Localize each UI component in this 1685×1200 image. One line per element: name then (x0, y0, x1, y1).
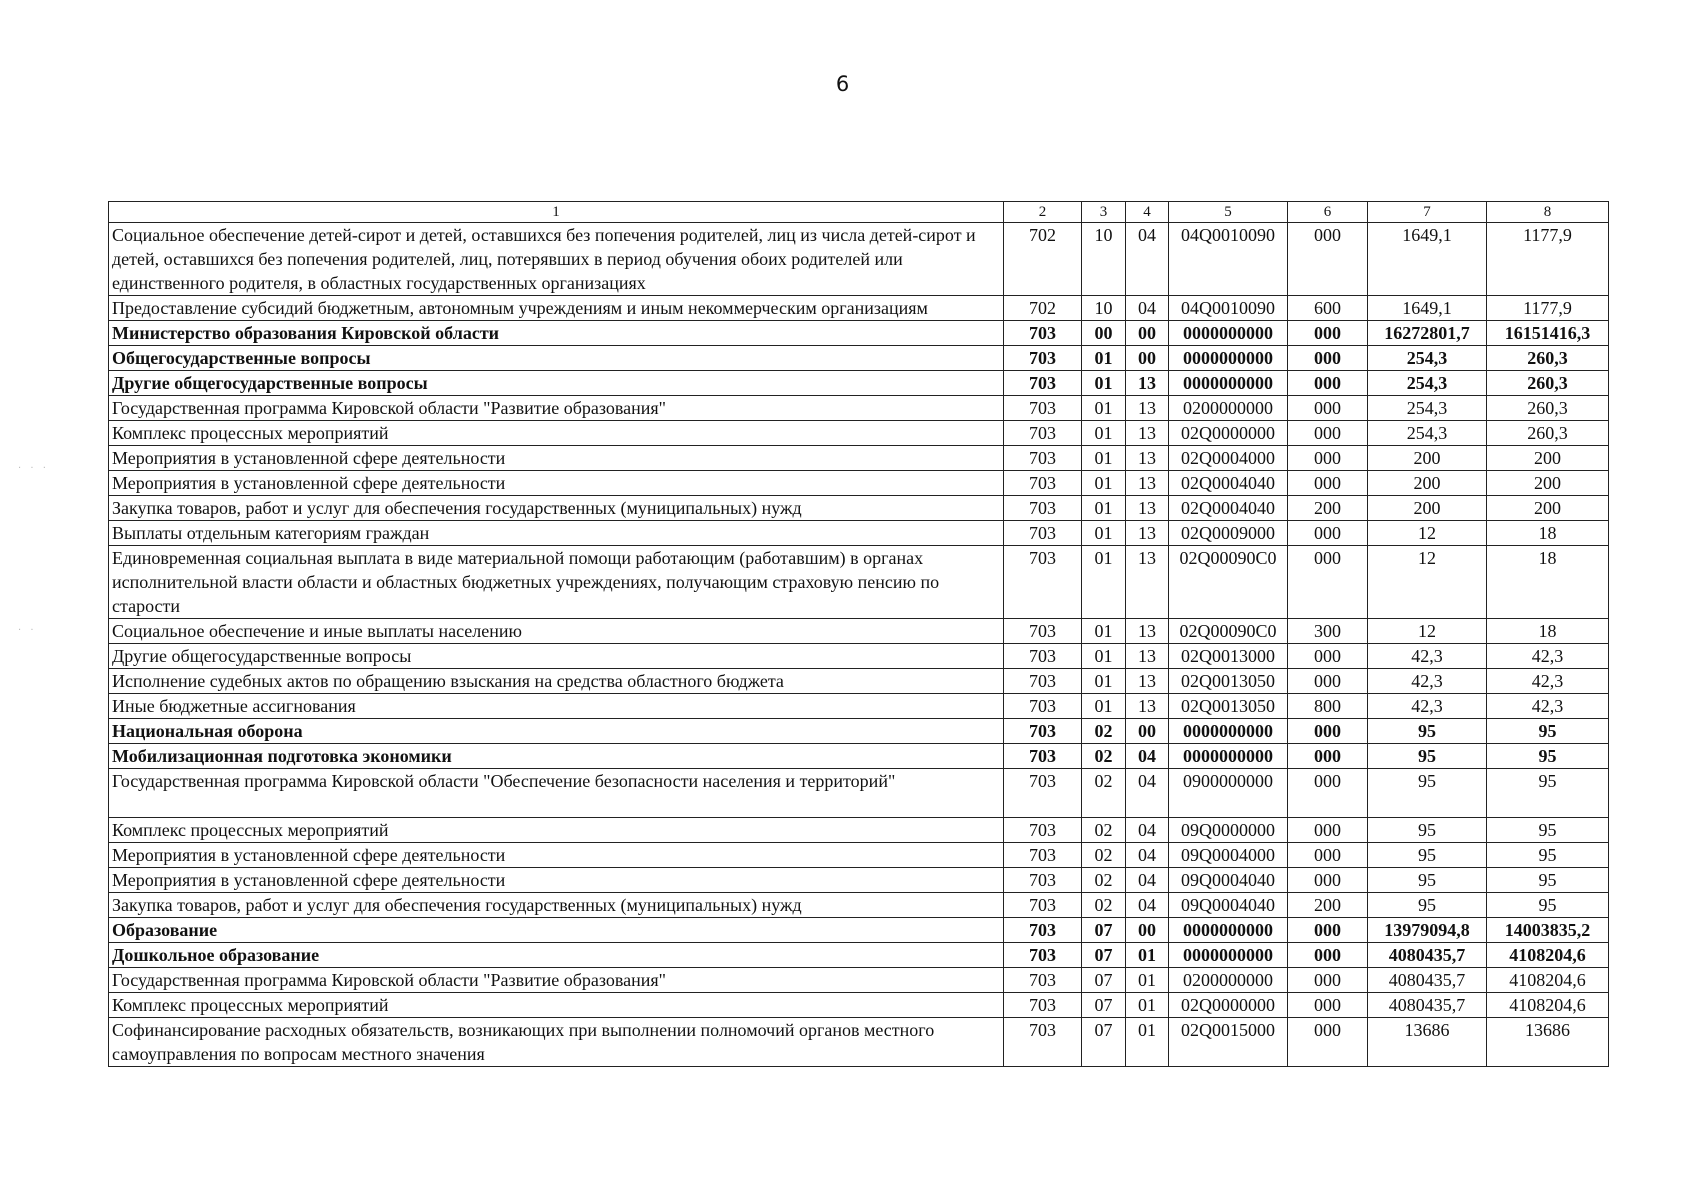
row-name: Исполнение судебных актов по обращению взыскания на средства областного бюджета (109, 669, 1004, 694)
cell-section: 01 (1082, 694, 1126, 719)
cell-ministry-code: 703 (1004, 546, 1082, 619)
cell-section: 01 (1082, 471, 1126, 496)
cell-section: 01 (1082, 396, 1126, 421)
cell-section: 02 (1082, 818, 1126, 843)
row-name: Социальное обеспечение детей-сирот и детей, оставшихся без попечения родителей, лиц из числа детей-сирот и детей, оставшихся без попечения родителей, лиц, потерявших в период обучения обоих родителей или единственного родителя, в областных государственных организациях (109, 223, 1004, 296)
table-row (109, 346, 1609, 371)
table-row (109, 421, 1609, 446)
cell-ministry-code: 703 (1004, 893, 1082, 918)
cell-amount-col7: 4080435,7 (1368, 968, 1487, 993)
row-name: Министерство образования Кировской области (109, 321, 1004, 346)
cell-amount-col7: 4080435,7 (1368, 993, 1487, 1018)
cell-amount-col8: 1177,9 (1487, 296, 1609, 321)
cell-ministry-code: 703 (1004, 744, 1082, 769)
cell-ministry-code: 703 (1004, 644, 1082, 669)
cell-target-article: 09Q0004040 (1169, 868, 1288, 893)
cell-expense-type: 000 (1288, 669, 1368, 694)
cell-target-article: 09Q0004040 (1169, 893, 1288, 918)
cell-amount-col8: 260,3 (1487, 371, 1609, 396)
column-header: 1 (109, 202, 1004, 223)
cell-subsection: 01 (1126, 993, 1169, 1018)
cell-subsection: 04 (1126, 296, 1169, 321)
cell-target-article: 02Q0004000 (1169, 446, 1288, 471)
cell-target-article: 02Q0013000 (1169, 644, 1288, 669)
cell-target-article: 0000000000 (1169, 918, 1288, 943)
cell-ministry-code: 703 (1004, 719, 1082, 744)
cell-target-article: 0000000000 (1169, 371, 1288, 396)
cell-expense-type: 000 (1288, 371, 1368, 396)
table-row (109, 223, 1609, 296)
cell-ministry-code: 703 (1004, 346, 1082, 371)
cell-section: 01 (1082, 371, 1126, 396)
cell-expense-type: 600 (1288, 296, 1368, 321)
cell-ministry-code: 703 (1004, 396, 1082, 421)
column-header: 8 (1487, 202, 1609, 223)
cell-ministry-code: 703 (1004, 371, 1082, 396)
row-name: Другие общегосударственные вопросы (109, 371, 1004, 396)
table-row (109, 943, 1609, 968)
page-number: 6 (835, 72, 850, 96)
table-row (109, 296, 1609, 321)
cell-subsection: 13 (1126, 446, 1169, 471)
cell-subsection: 13 (1126, 521, 1169, 546)
table-row (109, 496, 1609, 521)
cell-section: 02 (1082, 893, 1126, 918)
cell-ministry-code: 703 (1004, 1018, 1082, 1067)
cell-target-article: 02Q0004040 (1169, 471, 1288, 496)
cell-section: 01 (1082, 521, 1126, 546)
table-row (109, 818, 1609, 843)
cell-section: 01 (1082, 644, 1126, 669)
cell-target-article: 0200000000 (1169, 396, 1288, 421)
cell-amount-col8: 95 (1487, 769, 1609, 818)
cell-expense-type: 000 (1288, 993, 1368, 1018)
cell-subsection: 13 (1126, 669, 1169, 694)
cell-expense-type: 000 (1288, 943, 1368, 968)
scan-speck: · · (18, 625, 37, 636)
row-name: Национальная оборона (109, 719, 1004, 744)
cell-amount-col8: 200 (1487, 471, 1609, 496)
row-name: Закупка товаров, работ и услуг для обеспечения государственных (муниципальных) нужд (109, 893, 1004, 918)
cell-section: 01 (1082, 546, 1126, 619)
cell-ministry-code: 703 (1004, 694, 1082, 719)
table-row (109, 546, 1609, 619)
cell-expense-type: 000 (1288, 521, 1368, 546)
cell-ministry-code: 703 (1004, 968, 1082, 993)
cell-expense-type: 000 (1288, 421, 1368, 446)
table-row (109, 769, 1609, 818)
row-name: Выплаты отдельным категориям граждан (109, 521, 1004, 546)
cell-section: 02 (1082, 769, 1126, 818)
cell-amount-col7: 1649,1 (1368, 223, 1487, 296)
cell-amount-col7: 1649,1 (1368, 296, 1487, 321)
cell-amount-col8: 200 (1487, 496, 1609, 521)
cell-section: 02 (1082, 868, 1126, 893)
cell-section: 07 (1082, 1018, 1126, 1067)
cell-target-article: 02Q0000000 (1169, 421, 1288, 446)
cell-ministry-code: 703 (1004, 843, 1082, 868)
cell-amount-col7: 95 (1368, 843, 1487, 868)
cell-ministry-code: 703 (1004, 421, 1082, 446)
table-row (109, 868, 1609, 893)
cell-expense-type: 300 (1288, 619, 1368, 644)
cell-target-article: 02Q0000000 (1169, 993, 1288, 1018)
cell-amount-col7: 4080435,7 (1368, 943, 1487, 968)
cell-expense-type: 000 (1288, 321, 1368, 346)
cell-subsection: 01 (1126, 1018, 1169, 1067)
cell-expense-type: 000 (1288, 446, 1368, 471)
cell-amount-col8: 14003835,2 (1487, 918, 1609, 943)
row-name: Государственная программа Кировской области "Развитие образования" (109, 968, 1004, 993)
cell-ministry-code: 703 (1004, 619, 1082, 644)
cell-amount-col7: 13979094,8 (1368, 918, 1487, 943)
cell-section: 01 (1082, 669, 1126, 694)
cell-subsection: 13 (1126, 396, 1169, 421)
cell-expense-type: 000 (1288, 769, 1368, 818)
cell-amount-col7: 95 (1368, 744, 1487, 769)
row-name: Общегосударственные вопросы (109, 346, 1004, 371)
row-name: Комплекс процессных мероприятий (109, 993, 1004, 1018)
row-name: Дошкольное образование (109, 943, 1004, 968)
row-name: Предоставление субсидий бюджетным, автономным учреждениям и иным некоммерческим организациям (109, 296, 1004, 321)
cell-subsection: 13 (1126, 694, 1169, 719)
cell-section: 10 (1082, 296, 1126, 321)
table-row (109, 521, 1609, 546)
cell-expense-type: 000 (1288, 471, 1368, 496)
cell-amount-col8: 42,3 (1487, 644, 1609, 669)
cell-subsection: 04 (1126, 868, 1169, 893)
table-row (109, 619, 1609, 644)
cell-ministry-code: 702 (1004, 296, 1082, 321)
cell-ministry-code: 703 (1004, 769, 1082, 818)
cell-amount-col8: 260,3 (1487, 421, 1609, 446)
cell-amount-col8: 18 (1487, 546, 1609, 619)
cell-subsection: 04 (1126, 744, 1169, 769)
cell-target-article: 02Q0013050 (1169, 694, 1288, 719)
cell-amount-col7: 16272801,7 (1368, 321, 1487, 346)
cell-ministry-code: 703 (1004, 943, 1082, 968)
cell-subsection: 04 (1126, 843, 1169, 868)
row-name: Мобилизационная подготовка экономики (109, 744, 1004, 769)
cell-subsection: 04 (1126, 769, 1169, 818)
cell-ministry-code: 703 (1004, 321, 1082, 346)
cell-subsection: 13 (1126, 619, 1169, 644)
cell-amount-col7: 95 (1368, 893, 1487, 918)
cell-target-article: 02Q0009000 (1169, 521, 1288, 546)
cell-expense-type: 200 (1288, 496, 1368, 521)
cell-target-article: 04Q0010090 (1169, 223, 1288, 296)
cell-subsection: 00 (1126, 918, 1169, 943)
cell-subsection: 13 (1126, 546, 1169, 619)
budget-table (108, 201, 1609, 1067)
cell-expense-type: 000 (1288, 918, 1368, 943)
cell-amount-col7: 200 (1368, 471, 1487, 496)
cell-amount-col7: 95 (1368, 818, 1487, 843)
cell-subsection: 04 (1126, 818, 1169, 843)
cell-expense-type: 000 (1288, 396, 1368, 421)
cell-ministry-code: 703 (1004, 993, 1082, 1018)
table-row (109, 918, 1609, 943)
cell-amount-col7: 95 (1368, 769, 1487, 818)
column-header: 4 (1126, 202, 1169, 223)
cell-target-article: 04Q0010090 (1169, 296, 1288, 321)
cell-amount-col7: 95 (1368, 719, 1487, 744)
cell-expense-type: 000 (1288, 223, 1368, 296)
cell-target-article: 02Q00090C0 (1169, 546, 1288, 619)
cell-target-article: 0000000000 (1169, 943, 1288, 968)
cell-section: 02 (1082, 744, 1126, 769)
cell-section: 10 (1082, 223, 1126, 296)
cell-amount-col7: 200 (1368, 496, 1487, 521)
cell-expense-type: 800 (1288, 694, 1368, 719)
cell-subsection: 01 (1126, 943, 1169, 968)
cell-section: 07 (1082, 968, 1126, 993)
cell-section: 01 (1082, 346, 1126, 371)
cell-expense-type: 000 (1288, 968, 1368, 993)
cell-amount-col8: 4108204,6 (1487, 943, 1609, 968)
cell-amount-col7: 12 (1368, 521, 1487, 546)
cell-amount-col7: 42,3 (1368, 694, 1487, 719)
cell-amount-col8: 16151416,3 (1487, 321, 1609, 346)
row-name: Единовременная социальная выплата в виде материальной помощи работающим (работавшим) в органах исполнительной власти области и областных бюджетных учреждениях, получающим страховую пенсию по старости (109, 546, 1004, 619)
cell-amount-col8: 13686 (1487, 1018, 1609, 1067)
cell-ministry-code: 703 (1004, 918, 1082, 943)
row-name: Мероприятия в установленной сфере деятельности (109, 471, 1004, 496)
cell-section: 01 (1082, 619, 1126, 644)
cell-amount-col8: 95 (1487, 719, 1609, 744)
table-row (109, 993, 1609, 1018)
table-row (109, 893, 1609, 918)
cell-section: 01 (1082, 446, 1126, 471)
cell-target-article: 0000000000 (1169, 346, 1288, 371)
table-row (109, 843, 1609, 868)
cell-section: 07 (1082, 993, 1126, 1018)
cell-amount-col8: 18 (1487, 521, 1609, 546)
table-row (109, 669, 1609, 694)
cell-target-article: 0000000000 (1169, 744, 1288, 769)
table-row (109, 396, 1609, 421)
cell-target-article: 09Q0004000 (1169, 843, 1288, 868)
cell-subsection: 00 (1126, 321, 1169, 346)
row-name: Иные бюджетные ассигнования (109, 694, 1004, 719)
table-row (109, 1018, 1609, 1067)
cell-amount-col8: 95 (1487, 744, 1609, 769)
cell-subsection: 04 (1126, 893, 1169, 918)
table-row (109, 719, 1609, 744)
cell-target-article: 0900000000 (1169, 769, 1288, 818)
cell-amount-col8: 18 (1487, 619, 1609, 644)
cell-target-article: 0000000000 (1169, 321, 1288, 346)
cell-target-article: 0200000000 (1169, 968, 1288, 993)
cell-expense-type: 000 (1288, 644, 1368, 669)
cell-section: 02 (1082, 719, 1126, 744)
cell-target-article: 02Q0015000 (1169, 1018, 1288, 1067)
cell-subsection: 13 (1126, 371, 1169, 396)
cell-ministry-code: 703 (1004, 521, 1082, 546)
cell-amount-col8: 95 (1487, 868, 1609, 893)
column-header: 2 (1004, 202, 1082, 223)
cell-amount-col8: 200 (1487, 446, 1609, 471)
cell-amount-col8: 95 (1487, 843, 1609, 868)
cell-ministry-code: 703 (1004, 818, 1082, 843)
row-name: Софинансирование расходных обязательств, возникающих при выполнении полномочий органов местного самоуправления по вопросам местного значения (109, 1018, 1004, 1067)
scan-speck: · · · (18, 463, 49, 474)
cell-amount-col8: 42,3 (1487, 694, 1609, 719)
cell-expense-type: 000 (1288, 868, 1368, 893)
cell-section: 02 (1082, 843, 1126, 868)
cell-subsection: 00 (1126, 719, 1169, 744)
cell-expense-type: 000 (1288, 346, 1368, 371)
cell-target-article: 02Q00090C0 (1169, 619, 1288, 644)
cell-amount-col7: 12 (1368, 619, 1487, 644)
row-name: Мероприятия в установленной сфере деятельности (109, 868, 1004, 893)
cell-amount-col8: 1177,9 (1487, 223, 1609, 296)
cell-subsection: 00 (1126, 346, 1169, 371)
cell-expense-type: 000 (1288, 1018, 1368, 1067)
cell-ministry-code: 703 (1004, 868, 1082, 893)
table-row (109, 694, 1609, 719)
row-name: Образование (109, 918, 1004, 943)
row-name: Государственная программа Кировской области "Обеспечение безопасности населения и территорий" (109, 769, 1004, 818)
cell-amount-col7: 254,3 (1368, 396, 1487, 421)
cell-ministry-code: 703 (1004, 496, 1082, 521)
cell-target-article: 02Q0004040 (1169, 496, 1288, 521)
cell-section: 01 (1082, 496, 1126, 521)
cell-amount-col7: 254,3 (1368, 371, 1487, 396)
cell-subsection: 01 (1126, 968, 1169, 993)
cell-target-article: 0000000000 (1169, 719, 1288, 744)
cell-target-article: 09Q0000000 (1169, 818, 1288, 843)
cell-section: 01 (1082, 421, 1126, 446)
row-name: Мероприятия в установленной сфере деятельности (109, 843, 1004, 868)
cell-expense-type: 000 (1288, 818, 1368, 843)
table-row (109, 968, 1609, 993)
cell-expense-type: 200 (1288, 893, 1368, 918)
column-header: 6 (1288, 202, 1368, 223)
cell-target-article: 02Q0013050 (1169, 669, 1288, 694)
cell-subsection: 13 (1126, 471, 1169, 496)
cell-amount-col8: 4108204,6 (1487, 968, 1609, 993)
cell-subsection: 13 (1126, 644, 1169, 669)
cell-amount-col8: 4108204,6 (1487, 993, 1609, 1018)
column-header: 5 (1169, 202, 1288, 223)
cell-ministry-code: 703 (1004, 446, 1082, 471)
cell-subsection: 13 (1126, 496, 1169, 521)
cell-expense-type: 000 (1288, 546, 1368, 619)
cell-amount-col7: 13686 (1368, 1018, 1487, 1067)
cell-amount-col7: 254,3 (1368, 421, 1487, 446)
row-name: Комплекс процессных мероприятий (109, 818, 1004, 843)
row-name: Социальное обеспечение и иные выплаты населению (109, 619, 1004, 644)
table-row (109, 744, 1609, 769)
cell-amount-col7: 95 (1368, 868, 1487, 893)
cell-expense-type: 000 (1288, 719, 1368, 744)
cell-amount-col8: 95 (1487, 893, 1609, 918)
row-name: Другие общегосударственные вопросы (109, 644, 1004, 669)
cell-amount-col7: 200 (1368, 446, 1487, 471)
cell-amount-col8: 260,3 (1487, 346, 1609, 371)
cell-subsection: 04 (1126, 223, 1169, 296)
row-name: Государственная программа Кировской области "Развитие образования" (109, 396, 1004, 421)
table-row (109, 321, 1609, 346)
table-row (109, 471, 1609, 496)
column-header-row (109, 202, 1609, 223)
cell-ministry-code: 703 (1004, 669, 1082, 694)
table-row (109, 644, 1609, 669)
cell-amount-col8: 260,3 (1487, 396, 1609, 421)
cell-amount-col8: 42,3 (1487, 669, 1609, 694)
cell-amount-col7: 12 (1368, 546, 1487, 619)
row-name: Закупка товаров, работ и услуг для обеспечения государственных (муниципальных) нужд (109, 496, 1004, 521)
row-name: Комплекс процессных мероприятий (109, 421, 1004, 446)
table-row (109, 446, 1609, 471)
column-header: 7 (1368, 202, 1487, 223)
cell-section: 07 (1082, 943, 1126, 968)
cell-subsection: 13 (1126, 421, 1169, 446)
row-name: Мероприятия в установленной сфере деятельности (109, 446, 1004, 471)
cell-amount-col7: 254,3 (1368, 346, 1487, 371)
table-row (109, 371, 1609, 396)
cell-section: 00 (1082, 321, 1126, 346)
column-header: 3 (1082, 202, 1126, 223)
cell-amount-col8: 95 (1487, 818, 1609, 843)
cell-ministry-code: 702 (1004, 223, 1082, 296)
cell-amount-col7: 42,3 (1368, 669, 1487, 694)
cell-amount-col7: 42,3 (1368, 644, 1487, 669)
cell-expense-type: 000 (1288, 843, 1368, 868)
cell-section: 07 (1082, 918, 1126, 943)
cell-expense-type: 000 (1288, 744, 1368, 769)
cell-ministry-code: 703 (1004, 471, 1082, 496)
